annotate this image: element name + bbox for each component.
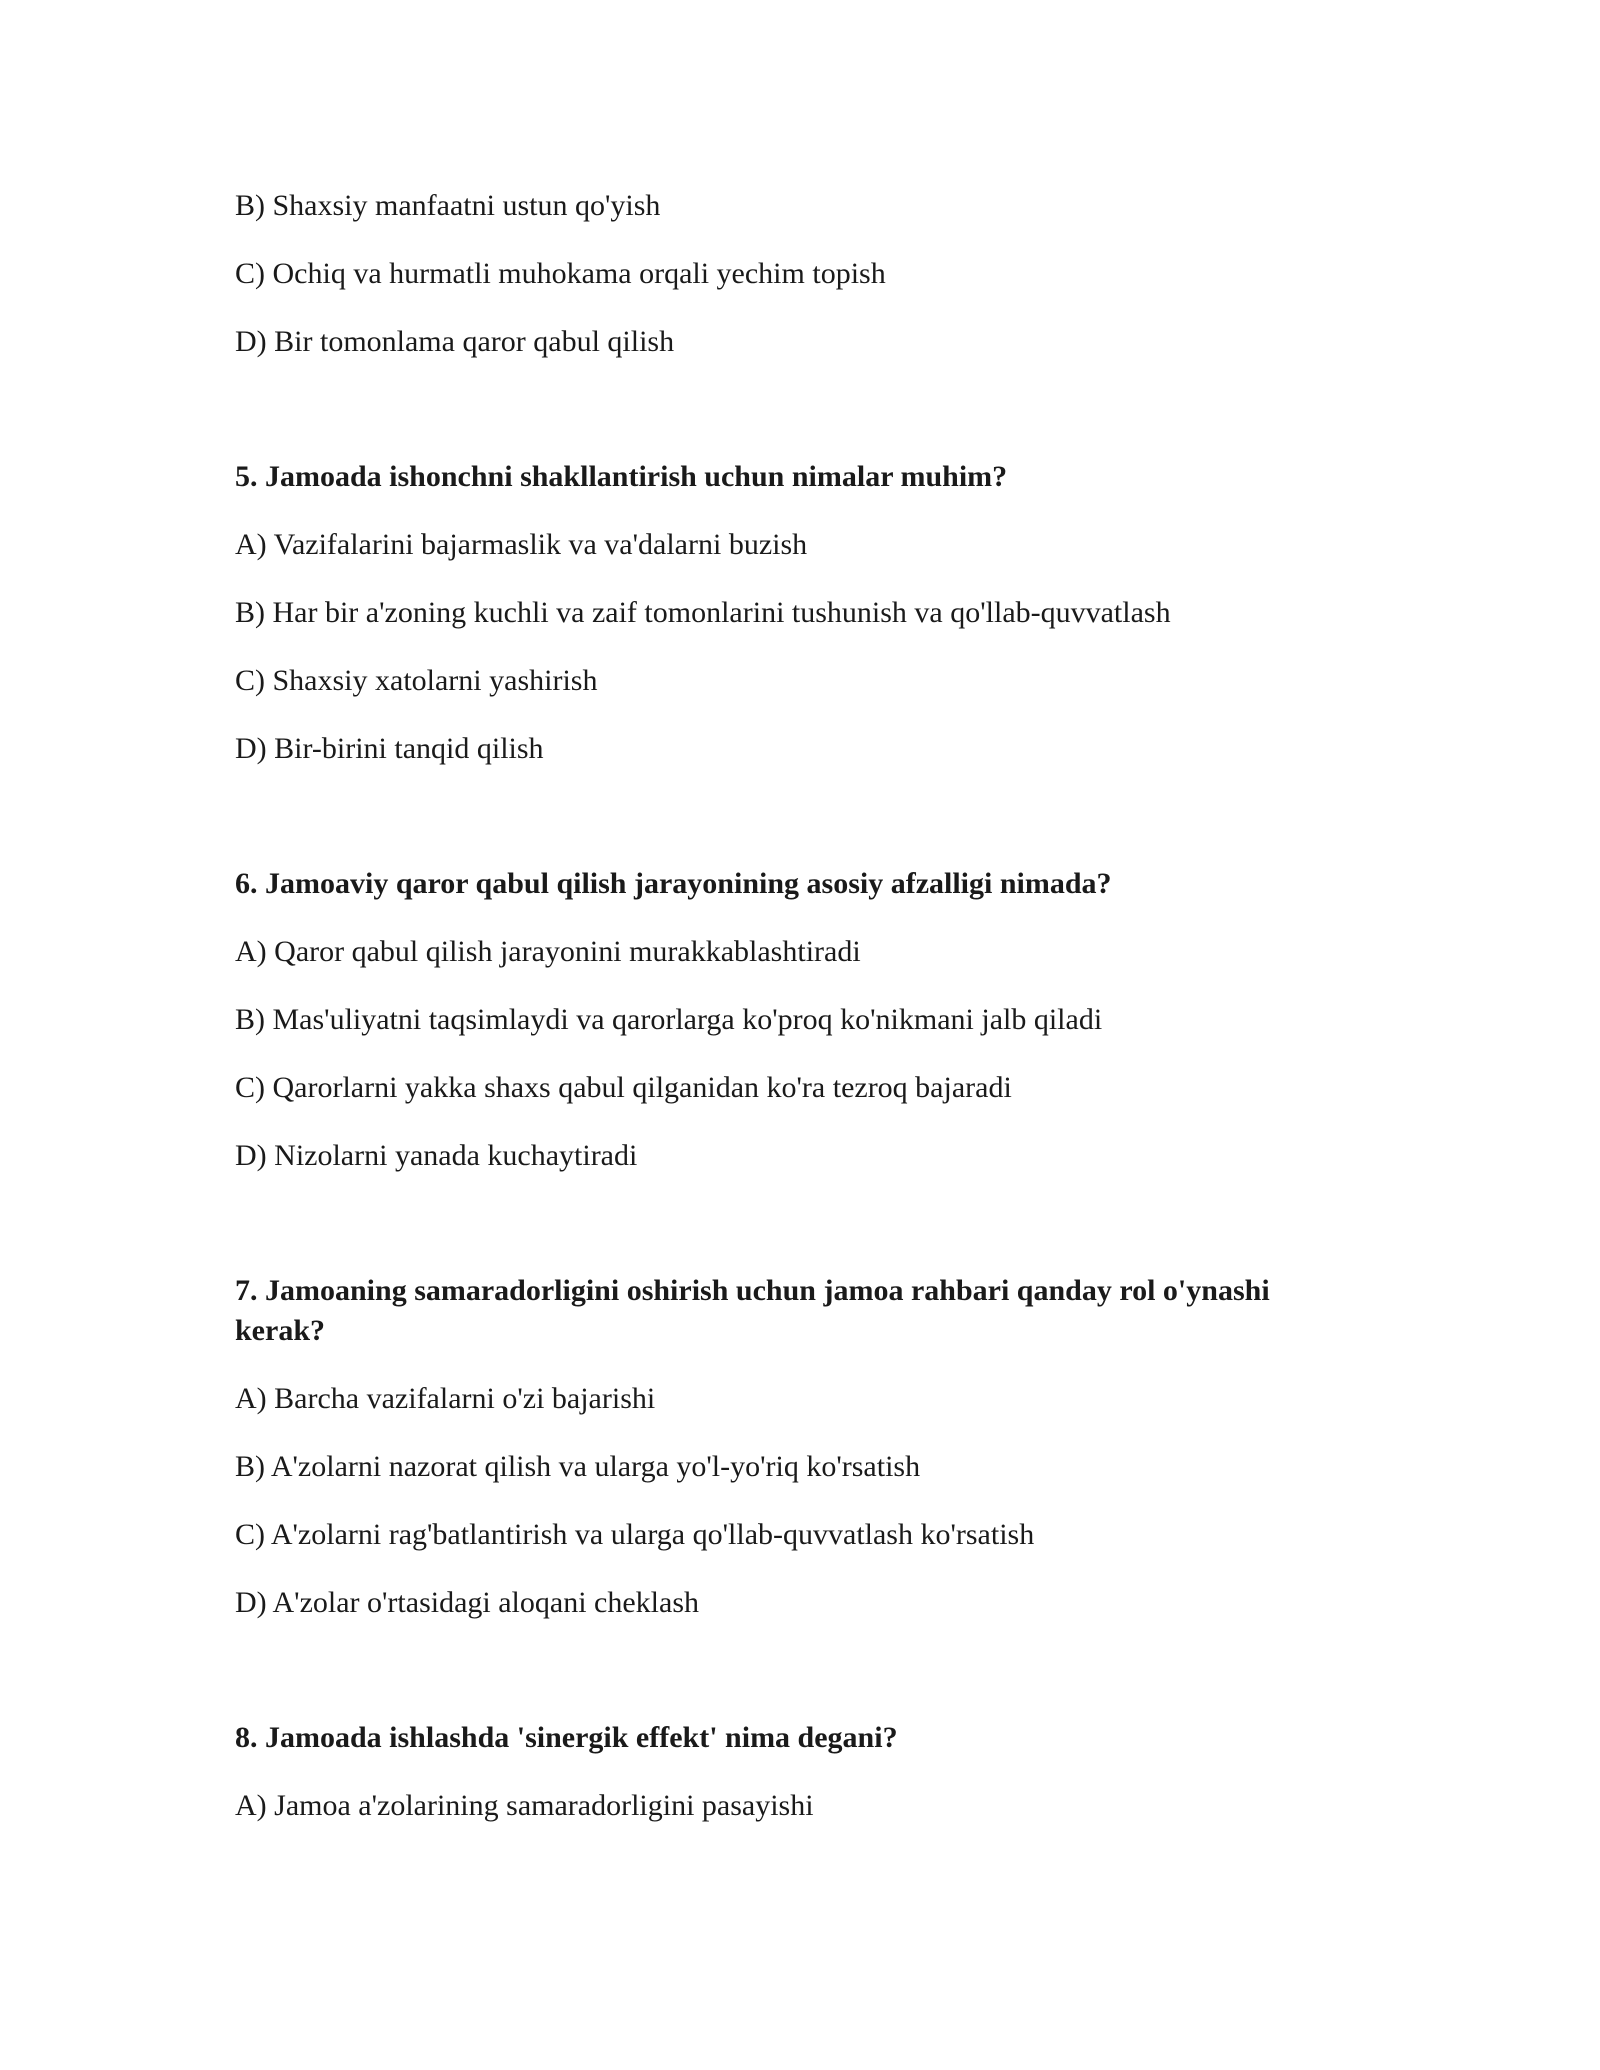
question-4-option-c: C) Ochiq va hurmatli muhokama orqali yechim topish bbox=[235, 257, 886, 290]
question-6-option-d: D) Nizolarni yanada kuchaytiradi bbox=[235, 1139, 638, 1172]
quiz-content bbox=[235, 186, 1365, 1854]
question-5-title: 5. Jamoada ishonchni shakllantirish uchun nimalar muhim? bbox=[235, 460, 1008, 493]
question-8-option-a: A) Jamoa a'zolarining samaradorligini pasayishi bbox=[235, 1789, 814, 1822]
question-5-option-c: C) Shaxsiy xatolarni yashirish bbox=[235, 664, 598, 697]
spacer bbox=[235, 1651, 1365, 1718]
question-6-block bbox=[235, 864, 1365, 1176]
question-7-option-a: A) Barcha vazifalarni o'zi bajarishi bbox=[235, 1382, 656, 1415]
question-8-block bbox=[235, 1718, 1365, 1826]
question-6-option-a: A) Qaror qabul qilish jarayonini murakkablashtiradi bbox=[235, 935, 861, 968]
question-7-option-c: C) A'zolarni rag'batlantirish va ularga qo'llab-quvvatlash ko'rsatish bbox=[235, 1518, 1035, 1551]
question-4-option-d: D) Bir tomonlama qaror qabul qilish bbox=[235, 325, 675, 358]
question-4-option-b: B) Shaxsiy manfaatni ustun qo'yish bbox=[235, 189, 661, 222]
question-6-option-b: B) Mas'uliyatni taqsimlaydi va qarorlarga ko'proq ko'nikmani jalb qiladi bbox=[235, 1003, 1103, 1036]
question-6-option-c: C) Qarorlarni yakka shaxs qabul qilganidan ko'ra tezroq bajaradi bbox=[235, 1071, 1012, 1104]
spacer bbox=[235, 797, 1365, 864]
question-7-option-d: D) A'zolar o'rtasidagi aloqani cheklash bbox=[235, 1586, 699, 1619]
question-5-option-b: B) Har bir a'zoning kuchli va zaif tomonlarini tushunish va qo'llab-quvvatlash bbox=[235, 596, 1171, 629]
question-5-option-a: A) Vazifalarini bajarmaslik va va'dalarni buzish bbox=[235, 528, 808, 561]
spacer bbox=[235, 1204, 1365, 1271]
question-7-option-b: B) A'zolarni nazorat qilish va ularga yo'l-yo'riq ko'rsatish bbox=[235, 1450, 921, 1483]
spacer bbox=[235, 390, 1365, 457]
question-6-title: 6. Jamoaviy qaror qabul qilish jarayonining asosiy afzalligi nimada? bbox=[235, 867, 1112, 900]
question-7-title: 7. Jamoaning samaradorligini oshirish uchun jamoa rahbari qanday rol o'ynashi kerak? bbox=[235, 1274, 1270, 1347]
question-8-title: 8. Jamoada ishlashda 'sinergik effekt' nima degani? bbox=[235, 1721, 898, 1754]
question-4-block bbox=[235, 186, 1365, 362]
question-5-block bbox=[235, 457, 1365, 769]
question-7-block bbox=[235, 1271, 1365, 1623]
question-5-option-d: D) Bir-birini tanqid qilish bbox=[235, 732, 544, 765]
